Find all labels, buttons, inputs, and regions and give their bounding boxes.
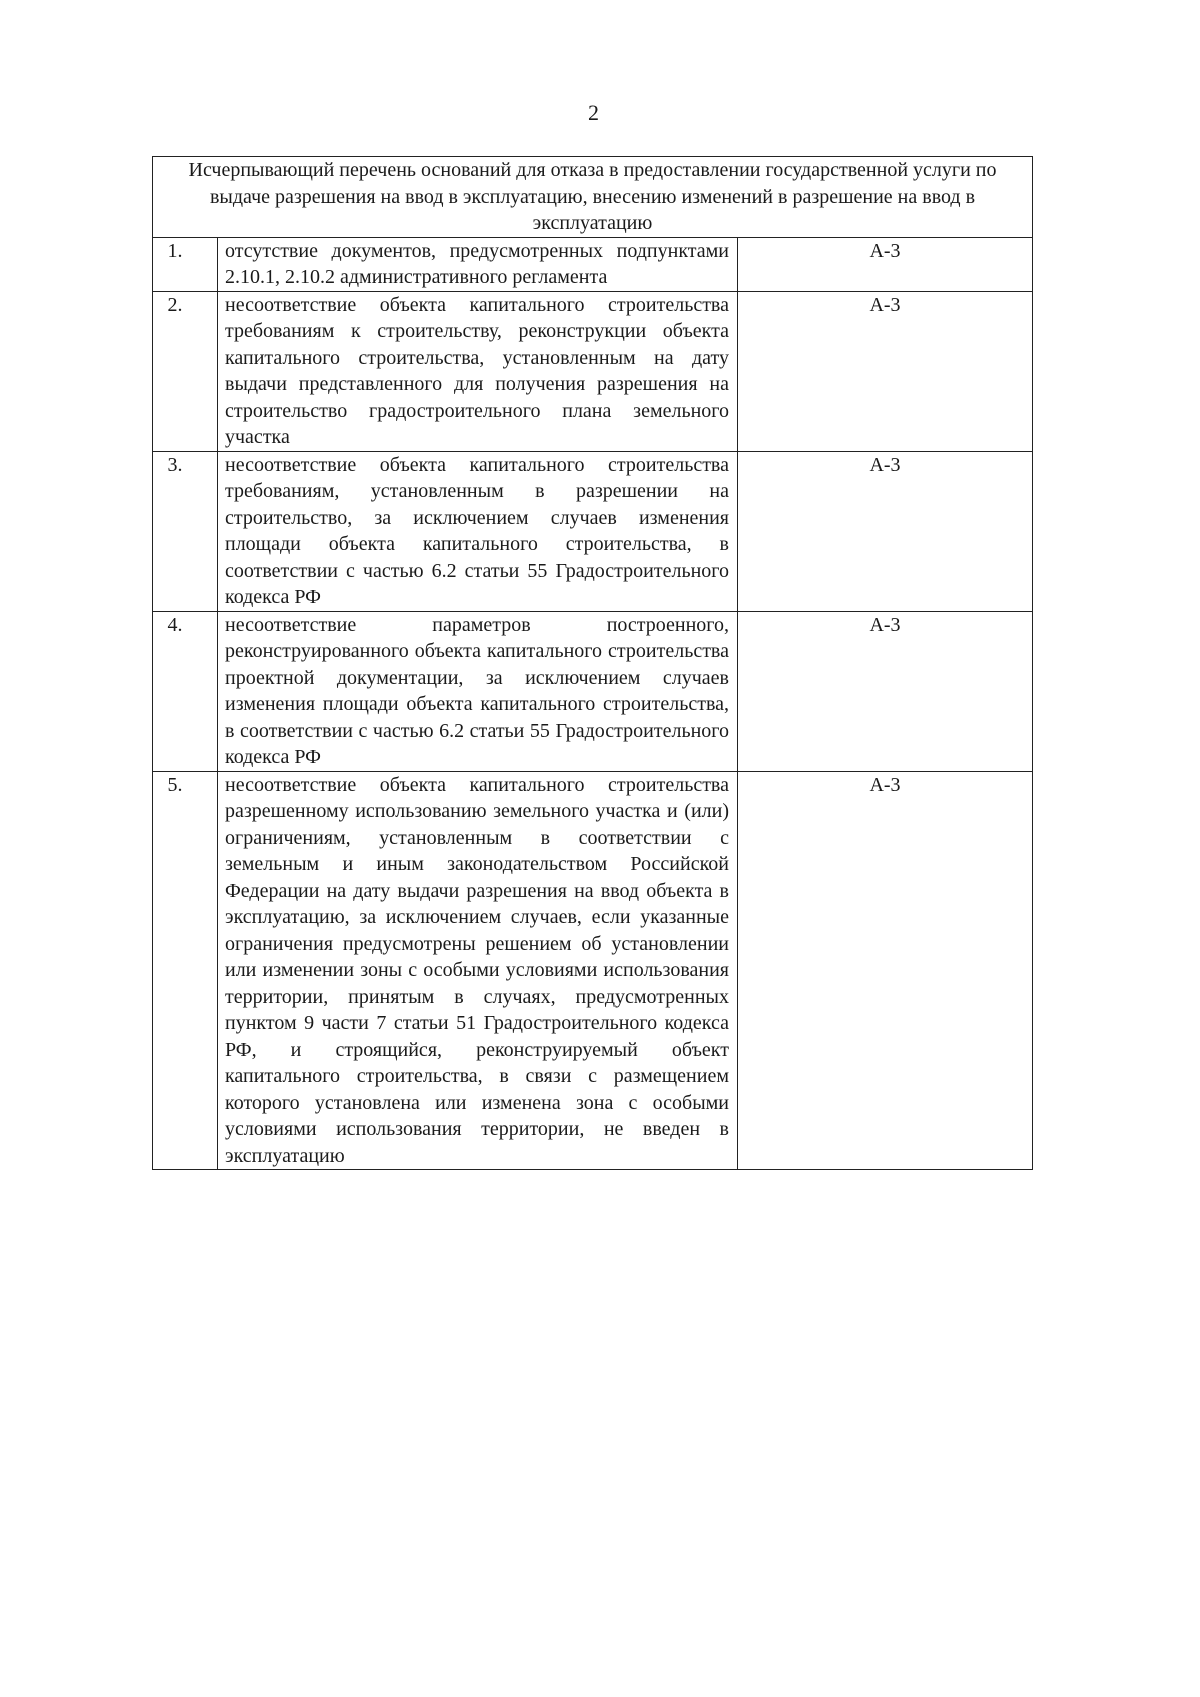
table-row — [153, 611, 1033, 771]
row-code: А-3 — [738, 611, 1033, 771]
row-description: несоответствие объекта капитального строительства требованиям, установленным в разрешении на строительство, за исключением случаев изменения площади объекта капитального строительства, в соответствии с частью 6.2 статьи 55 Градостроительного кодекса РФ — [218, 451, 738, 611]
table-row — [153, 237, 1033, 291]
row-code: А-3 — [738, 237, 1033, 291]
row-number: 1. — [153, 237, 218, 291]
row-number: 2. — [153, 291, 218, 451]
refusal-grounds-table — [152, 156, 1033, 1170]
page-number: 2 — [588, 100, 599, 125]
row-number: 4. — [153, 611, 218, 771]
row-number: 3. — [153, 451, 218, 611]
table-row — [153, 451, 1033, 611]
row-description: несоответствие объекта капитального строительства требованиям к строительству, реконструкции объекта капитального строительства, установленным на дату выдачи представленного для получения разрешения на строительство градостроительного плана земельного участка — [218, 291, 738, 451]
table-row — [153, 291, 1033, 451]
table-header-row — [153, 157, 1033, 238]
row-description: несоответствие объекта капитального строительства разрешенному использованию земельного участка и (или) ограничениям, установленным в соответствии с земельным и иным законодательством Российской Федерации на дату выдачи разрешения на ввод объекта в эксплуатацию, за исключением случаев, если указанные ограничения предусмотрены решением об установлении или изменении зоны с особыми условиями использования территории, принятым в случаях, предусмотренных пунктом 9 части 7 статьи 51 Градостроительного кодекса РФ, и строящийся, реконструируемый объект капитального строительства, в связи с размещением которого установлена или изменена зона с особыми условиями использования территории, не введен в эксплуатацию — [218, 771, 738, 1170]
table-row — [153, 771, 1033, 1170]
row-code: А-3 — [738, 451, 1033, 611]
table-title: Исчерпывающий перечень оснований для отказа в предоставлении государственной услуги по выдаче разрешения на ввод в эксплуатацию, внесению изменений в разрешение на ввод в эксплуатацию — [153, 157, 1033, 238]
row-code: А-3 — [738, 291, 1033, 451]
row-description: отсутствие документов, предусмотренных подпунктами 2.10.1, 2.10.2 административного регламента — [218, 237, 738, 291]
row-number: 5. — [153, 771, 218, 1170]
row-description: несоответствие параметров построенного, реконструированного объекта капитального строительства проектной документации, за исключением случаев изменения площади объекта капитального строительства, в соответствии с частью 6.2 статьи 55 Градостроительного кодекса РФ — [218, 611, 738, 771]
row-code: А-3 — [738, 771, 1033, 1170]
